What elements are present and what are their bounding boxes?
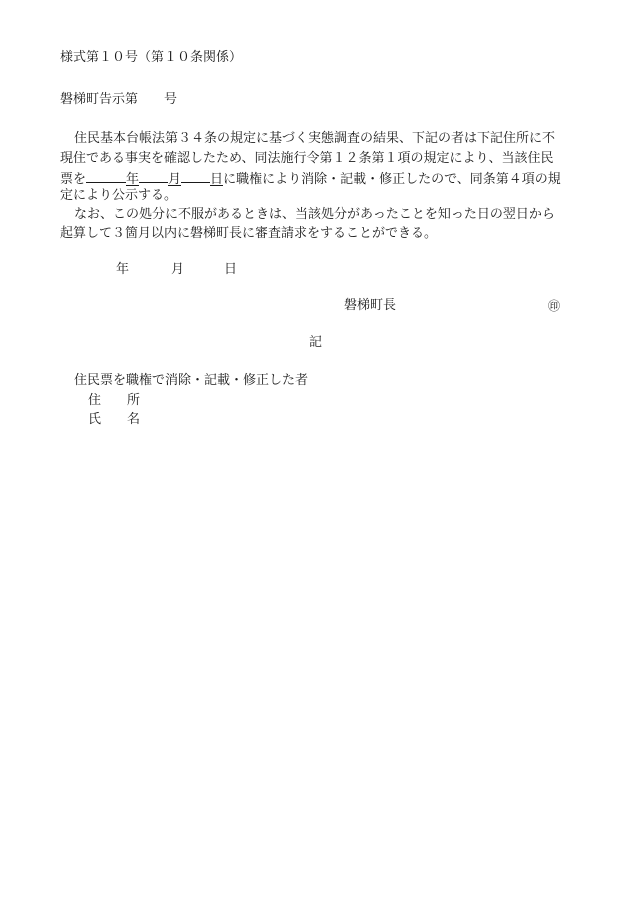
body-line: 現住である事実を確認したため、同法施行令第１２条第１項の規定により、当該住民: [60, 151, 554, 166]
name-label: 氏 名: [88, 412, 141, 427]
blank-month-label: 月: [168, 172, 182, 187]
body-line: 住民基本台帳法第３４条の規定に基づく実態調査の結果、下記の者は下記住所に不: [74, 131, 556, 146]
address-label: 住 所: [88, 393, 141, 408]
mayor-title: 磐梯町長: [344, 298, 397, 313]
blank-line: [181, 167, 210, 183]
blank-line: [139, 167, 168, 183]
blank-year-label: 年: [126, 172, 140, 187]
form-number: 様式第１０号（第１０条関係）: [60, 50, 243, 65]
date-year-label: 年: [116, 262, 130, 277]
date-day-label: 日: [224, 262, 238, 277]
body-text: に職権により消除・記載・修正したので、同条第４項の規: [223, 172, 561, 187]
seal-mark: ㊞: [548, 299, 561, 313]
body-line: 起算して３箇月以内に磐梯町長に審査請求をすることができる。: [60, 226, 438, 241]
blank-line: [86, 167, 126, 183]
body-text: 票を: [60, 172, 87, 187]
blank-day-label: 日: [210, 172, 224, 187]
body-line: 定により公示する。: [60, 188, 178, 203]
ki-heading: 記: [309, 335, 323, 350]
body-line: なお、この処分に不服があるときは、当該処分があったことを知った日の翌日から: [74, 207, 555, 222]
notice-number: 磐梯町告示第 号: [60, 92, 178, 107]
date-month-label: 月: [171, 262, 185, 277]
subject-heading: 住民票を職権で消除・記載・修正した者: [74, 373, 309, 388]
